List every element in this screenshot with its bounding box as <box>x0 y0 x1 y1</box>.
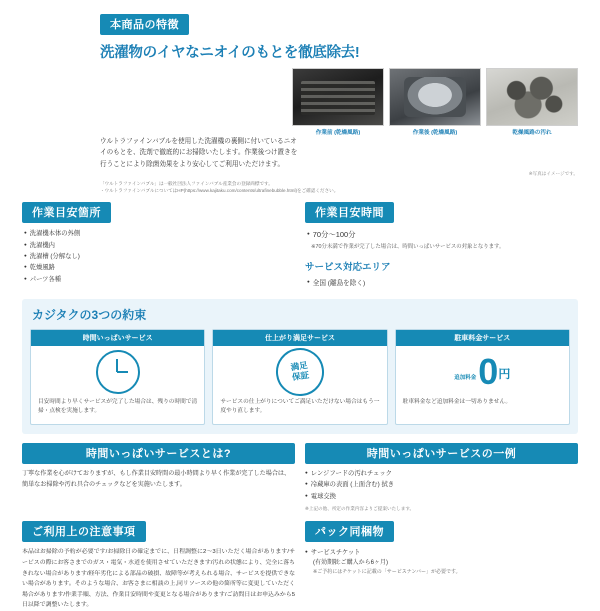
about-full-time-column <box>22 443 295 513</box>
list-item: ● 電球交換 <box>305 491 578 503</box>
work-area-badge: 作業目安箇所 <box>22 202 111 223</box>
work-info-columns <box>22 202 578 290</box>
photo-caption: 乾燥風路の汚れ <box>512 130 552 136</box>
footnote-url: ・ウルトラファインバブルについてはHP(https://www.kajitaku.com/contents/ultrafinebubble.html)をご確認ください。 <box>100 187 339 193</box>
list-item: ● 冷蔵庫の表面 (上面含む) 拭き <box>305 479 578 491</box>
package-item: ● サービスチケット <box>305 547 578 556</box>
features-section <box>100 14 578 194</box>
list-item: ● 洗濯機本体の外側 <box>24 228 295 239</box>
work-area-list <box>24 228 295 285</box>
features-lead-text: ウルトラファインバブルを使用した洗濯機の裏側に付いているニオイのもとを、洗剤で徹底的にお掃除いたします。作業後つけ置きを行うことにより除菌効果をより安心してご利用いただけます。 <box>100 138 298 168</box>
card-text: 目安時間より早くサービスが完了した場合は、残りの時間で清掃・点検を実施します。 <box>38 398 198 415</box>
package-note: ※ご予約にはチケットに記載の「サービスナンバー」が必要です。 <box>313 568 461 575</box>
list-item: ● 洗濯機内 <box>24 240 295 251</box>
after-photo <box>389 68 481 126</box>
dirt-photo <box>486 68 578 126</box>
before-photo <box>292 68 384 126</box>
promise-cards <box>30 329 570 425</box>
feature-photo-item <box>389 68 481 136</box>
promise-section <box>22 299 578 434</box>
feature-photo-item <box>486 68 578 136</box>
cautions-column <box>22 521 295 611</box>
about-full-time-badge: 時間いっぱいサービスとは? <box>22 443 295 464</box>
example-note: ※上記の他、所定の作業内容よりご提案いたします。 <box>305 505 415 511</box>
work-area-column <box>22 202 295 290</box>
service-area-heading: サービス対応エリア <box>305 261 391 273</box>
feature-photo-group <box>292 68 578 136</box>
photo-caption: 作業後 (乾燥風路) <box>412 130 458 136</box>
service-area-value: ● 全国 (離島を除く) <box>307 277 578 287</box>
list-item: ● パーツ各種 <box>24 274 295 285</box>
promise-card-time <box>30 329 205 425</box>
features-badge: 本商品の特徴 <box>100 14 189 35</box>
work-time-badge: 作業目安時間 <box>305 202 394 223</box>
example-full-time-column <box>305 443 578 513</box>
work-time-column <box>305 202 578 290</box>
card-text: 駐車料金など追加料金は一切ありません。 <box>402 398 512 405</box>
clock-icon <box>31 346 204 398</box>
bottom-columns <box>22 521 578 611</box>
example-full-time-badge: 時間いっぱいサービスの一例 <box>305 443 578 464</box>
footnote-trademark: 「ウルトラファインバブル」は一般社団法人ファインバブル産業会の登録商標です。 <box>100 180 273 186</box>
card-head: 仕上がり満足サービス <box>213 330 386 346</box>
card-head: 時間いっぱいサービス <box>31 330 204 346</box>
work-time-value: ● 70分〜100分 <box>307 229 578 240</box>
seal-line-2: 保証 <box>291 369 310 383</box>
promise-card-parking <box>395 329 570 425</box>
seal-line-1: 満足 <box>290 360 309 373</box>
card-head: 駐車料金サービス <box>396 330 569 346</box>
list-item: ● レンジフードの汚れチェック <box>305 468 578 480</box>
full-time-service-columns <box>22 443 578 513</box>
satisfaction-seal-icon <box>213 346 386 398</box>
feature-photo-item <box>292 68 384 136</box>
yen-unit: 円 <box>498 367 511 382</box>
photo-caption: 作業前 (乾燥風路) <box>315 130 361 136</box>
package-column <box>305 521 578 611</box>
work-time-note: ※70分未満で作業が完了した場合は、時間いっぱいサービスの対象となります。 <box>311 244 505 251</box>
package-badge: パック同梱物 <box>305 521 394 542</box>
example-list <box>305 468 578 503</box>
photo-disclaimer: ※写真はイメージです。 <box>528 170 578 176</box>
cautions-badge: ご利用上の注意事項 <box>22 521 146 542</box>
about-full-time-body: 丁寧な作業を心がけておりますが、もし作業目安時間の最小時間より早く作業が完了した場合は、簡単なお掃除や汚れ具合のチェックなどを実施いたします。 <box>22 469 291 488</box>
features-headline: 洗濯物のイヤなニオイのもとを徹底除去! <box>100 45 360 61</box>
card-text: サービスの仕上がりについてご満足いただけない場合はもう一度やり直します。 <box>220 398 380 415</box>
promise-title: カジタクの3つの約束 <box>32 307 147 322</box>
features-footnotes <box>100 181 578 194</box>
cautions-body: 本品はお掃除の予約が必要です/お掃除日の確定までに、日程調整に2〜3日いただく場合があります/サービスの際にお客さまでのガス・電気・水道を使用させていただきます/汚れの状態により、完全に落ちきれない場合があります/経年劣化による部品の破損、故障等が考えられる場合、サービスを提供できない場合があります。そのような場合、お客さまに相談の上,同リソースの他の箇所等に変更していただく場合があります/作業手順、方法、作業目安時間や変更となる場合があります/ご訪問日はお申込みから5日以降で調整いたします。 <box>22 549 295 609</box>
package-validity: (有効期限:ご購入から6ヶ月) <box>313 560 389 567</box>
list-item: ● 乾燥風路 <box>24 262 295 273</box>
zero-yen-icon <box>396 346 569 398</box>
promise-card-satisfaction <box>212 329 387 425</box>
list-item: ● 洗濯槽 (分解なし) <box>24 251 295 262</box>
zero-number: 0 <box>478 350 499 392</box>
zero-tag: 追加料金 <box>454 374 477 381</box>
